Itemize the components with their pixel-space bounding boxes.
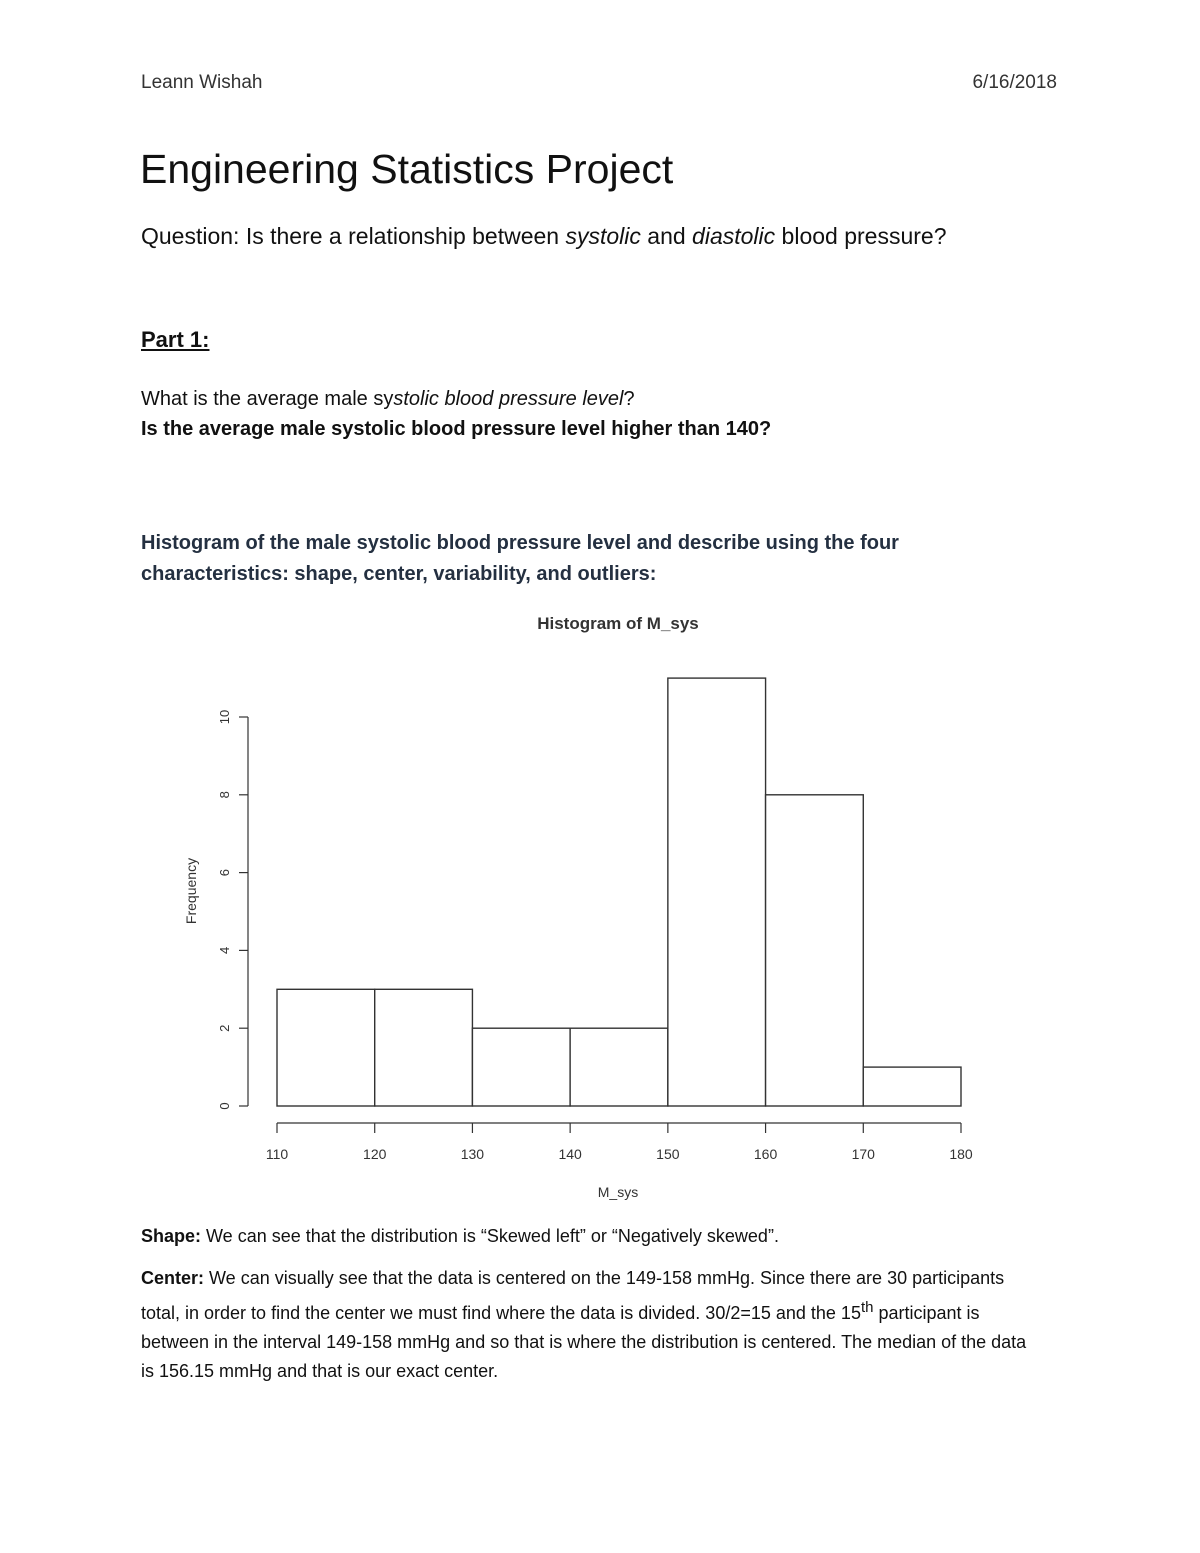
y-tick-label: 10 [217, 709, 232, 725]
q1-italic: stolic blood pressure level [393, 388, 624, 410]
x-tick-label: 110 [265, 1146, 289, 1162]
question-prefix: Question: Is there a relationship between [141, 223, 566, 249]
histogram-bar [863, 1067, 961, 1106]
histogram-bar [668, 678, 766, 1106]
question-higher-than-140: Is the average male systolic blood pressure level higher than 140? [141, 418, 772, 440]
y-tick-label: 4 [217, 946, 232, 955]
histogram-intro: Histogram of the male systolic blood pressure level and describe using the four characteristics: shape, center, variability, and outliers: [141, 532, 899, 585]
histogram-bar [570, 1028, 668, 1106]
q1-suffix: ? [623, 388, 635, 410]
question-suffix: blood pressure? [775, 223, 947, 249]
x-tick-label: 130 [460, 1146, 485, 1162]
x-tick-label: 140 [558, 1146, 582, 1162]
histogram-bar [766, 795, 864, 1106]
x-tick-label: 160 [753, 1146, 778, 1162]
question-and: and [640, 223, 693, 249]
question-systolic: systolic [565, 223, 641, 249]
x-tick-label: 180 [949, 1146, 973, 1162]
center-label: Center: [141, 1268, 205, 1288]
x-tick-label: 120 [363, 1146, 387, 1162]
page-title: Engineering Statistics Project [140, 146, 674, 192]
center-text-2: participant is between in the interval 149-158 mmHg and so that is where the distribution is centered. The median of the data is 156.15 mmHg and that is our exact center. [141, 1303, 1027, 1381]
chart-title: Histogram of M_sys [537, 614, 699, 633]
histogram-bar [472, 1028, 570, 1106]
histogram-chart [160, 600, 1020, 1210]
center-paragraph [141, 1264, 1041, 1386]
x-tick-label: 150 [656, 1146, 680, 1162]
x-axis-label: M_sys [597, 1184, 639, 1200]
y-axis-label: Frequency [183, 857, 199, 925]
x-tick-label: 170 [851, 1146, 875, 1162]
shape-label: Shape: [141, 1226, 202, 1246]
shape-paragraph [141, 1222, 1041, 1251]
center-sup: th [860, 1299, 874, 1316]
document-date: 6/16/2018 [972, 72, 1057, 93]
research-question [141, 223, 947, 250]
histogram-bar [277, 989, 375, 1106]
y-tick-label: 2 [217, 1024, 232, 1032]
q1-prefix: What is the average male sy [141, 388, 394, 410]
histogram-bar [375, 989, 473, 1106]
y-tick-label: 6 [217, 868, 232, 877]
shape-text: We can see that the distribution is “Skewed left” or “Negatively skewed”. [201, 1226, 779, 1246]
y-tick-label: 8 [217, 791, 232, 799]
author-name: Leann Wishah [141, 72, 263, 93]
center-text-1: We can visually see that the data is centered on the 149-158 mmHg. Since there are 30 participants total, in order to find the center we must find where the data is divided. 30/2=15 and the 15 [141, 1268, 1005, 1323]
question-average [141, 388, 635, 411]
part-heading: Part 1: [141, 327, 210, 352]
y-tick-label: 0 [217, 1102, 232, 1110]
question-diastolic: diastolic [692, 223, 776, 249]
